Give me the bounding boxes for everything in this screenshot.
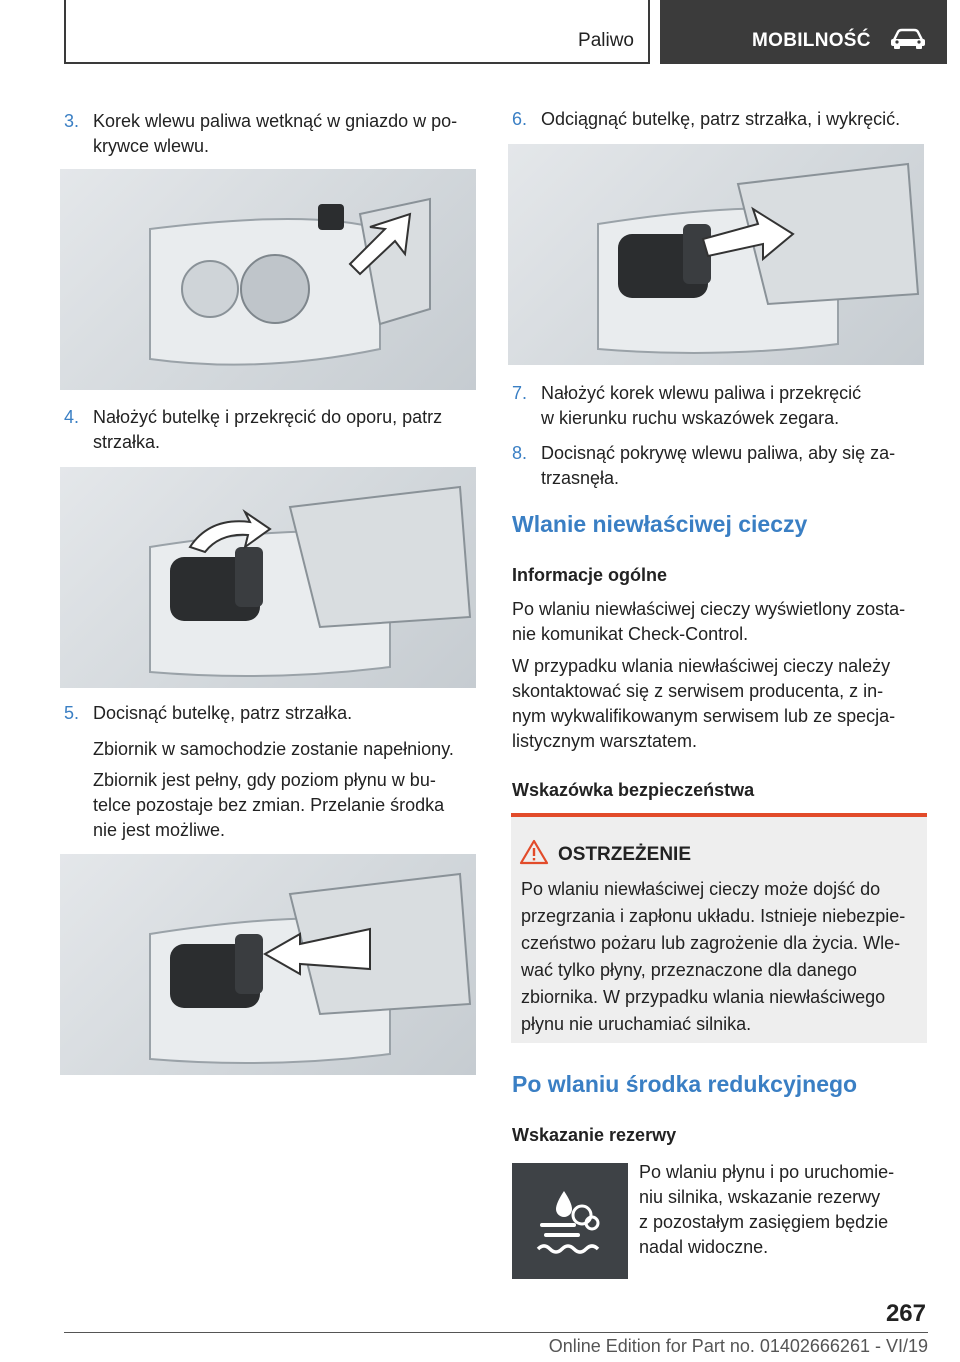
step-number: 5.	[64, 703, 80, 723]
photo-bottle-push	[60, 854, 476, 1075]
step-5-detail	[93, 768, 444, 843]
warning-triangle-icon	[519, 839, 549, 865]
text-line: zbiornika. W przypadku wlania niewłaściwego	[521, 987, 886, 1007]
reserve-indicator-text	[639, 1160, 894, 1260]
text-line: W przypadku wlania niewłaściwej cieczy należy	[512, 656, 891, 676]
photo-cap-into-holder	[60, 169, 476, 390]
text-line: Po wlaniu niewłaściwej cieczy może dojść do	[521, 879, 881, 899]
warning-title: OSTRZEŻENIE	[558, 844, 692, 865]
text-line: wać tylko płyny, przeznaczone dla danego	[521, 960, 857, 980]
step-number: 4.	[64, 407, 80, 427]
step-number: 7.	[512, 383, 528, 403]
subheading-general-info: Informacje ogólne	[512, 565, 668, 585]
text-line: nadal widoczne.	[639, 1237, 769, 1257]
heading-after-reductant: Po wlaniu środka redukcyjnego	[512, 1071, 858, 1097]
step-text-line: Docisnąć butelkę, patrz strzałka.	[93, 703, 353, 723]
chapter-title: MOBILNOŚĆ	[752, 30, 871, 51]
text-line: z pozostałym zasięgiem będzie	[639, 1212, 889, 1232]
text-line: Zbiornik jest pełny, gdy poziom płynu w bu‐	[93, 770, 436, 790]
step-number: 6.	[512, 109, 528, 129]
text-line: nie komunikat Check-Control.	[512, 624, 749, 644]
photo-bottle-pull	[508, 144, 924, 365]
step-text-line: Nałożyć butelkę i przekręcić do oporu, patrz	[93, 407, 443, 427]
photo-bottle-turn	[60, 467, 476, 688]
text-line: niu silnika, wskazanie rezerwy	[639, 1187, 881, 1207]
car-icon	[890, 28, 926, 50]
text-line: płynu nie uruchamiać silnika.	[521, 1014, 752, 1034]
text-line: czeństwo pożaru lub zagrożenie dla życia. Wle‐	[521, 933, 901, 953]
section-title: Paliwo	[578, 30, 634, 51]
text-line: nie jest możliwe.	[93, 820, 226, 840]
general-info-paragraph-1	[512, 597, 905, 647]
text-line: Po wlaniu niewłaściwej cieczy wyświetlony zosta‐	[512, 599, 906, 619]
header-chapter-box	[660, 0, 947, 64]
step-number: 3.	[64, 111, 80, 131]
step-text-line: Nałożyć korek wlewu paliwa i przekręcić	[541, 383, 862, 403]
step-text-line: Korek wlewu paliwa wetknąć w gniazdo w po‐	[93, 111, 458, 131]
page-number: 267	[885, 1300, 926, 1327]
text-line: Po wlaniu płynu i po uruchomie‐	[639, 1162, 895, 1182]
step-number: 8.	[512, 443, 528, 463]
footer-divider	[64, 1332, 928, 1333]
header-section-box	[64, 0, 650, 64]
warning-box	[511, 813, 927, 1043]
text-line: listycznym warsztatem.	[512, 731, 698, 751]
text-line: przegrzania i zapłonu układu. Istnieje niebezpie‐	[521, 906, 906, 926]
subheading-safety-note: Wskazówka bezpieczeństwa	[512, 780, 755, 800]
warning-text	[521, 876, 921, 1038]
step-text-line: strzałka.	[93, 432, 161, 452]
reductant-reserve-icon	[512, 1163, 628, 1279]
step-text-line: w kierunku ruchu wskazówek zegara.	[541, 408, 840, 428]
heading-wrong-fluid: Wlanie niewłaściwej cieczy	[512, 511, 808, 537]
general-info-paragraph-2	[512, 654, 895, 754]
text-line: nym wykwalifikowanym serwisem lub ze specja‐	[512, 706, 896, 726]
step-text-line: trzasnęła.	[541, 468, 620, 488]
step-text-line: Docisnąć pokrywę wlewu paliwa, aby się za‐	[541, 443, 896, 463]
step-text-line: krywce wlewu.	[93, 136, 210, 156]
step-5-note: Zbiornik w samochodzie zostanie napełniony.	[93, 739, 454, 759]
subheading-reserve-indicator: Wskazanie rezerwy	[512, 1125, 677, 1145]
text-line: telce pozostaje bez zmian. Przelanie środka	[93, 795, 445, 815]
step-text-line: Odciągnąć butelkę, patrz strzałka, i wykręcić.	[541, 109, 901, 129]
footer-edition: Online Edition for Part no. 01402666261 - VI/19	[548, 1336, 928, 1356]
text-line: skontaktować się z serwisem producenta, z in‐	[512, 681, 884, 701]
